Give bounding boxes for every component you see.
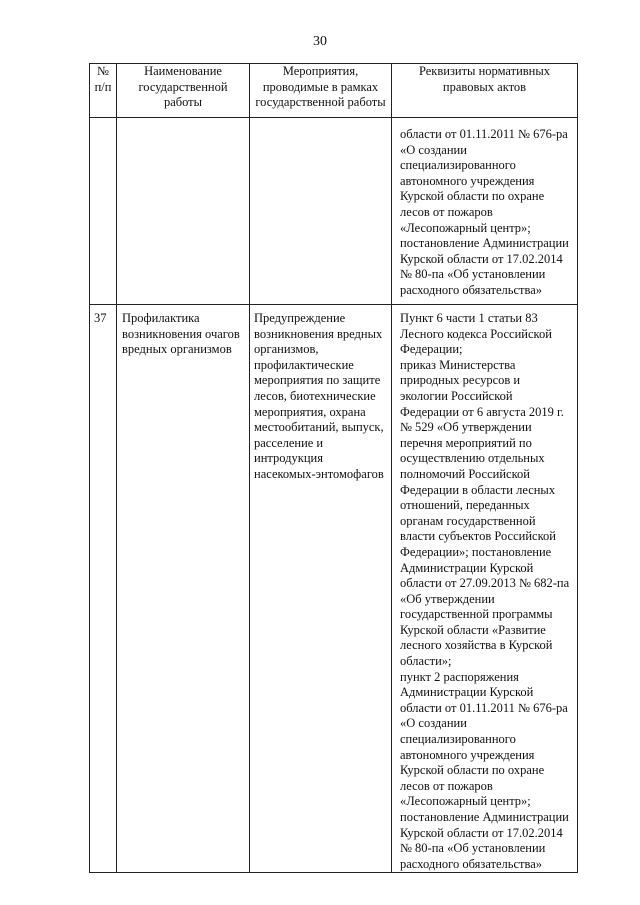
cell-number xyxy=(90,118,117,305)
cell-measures xyxy=(250,118,392,305)
cell-work-name: Профилактика возникновения очагов вредных организмов xyxy=(117,305,250,873)
table-header-row xyxy=(90,64,578,118)
header-measures: Мероприятия, проводимые в рамках государственной работы xyxy=(250,64,392,118)
table-row xyxy=(90,305,578,873)
table-row-continuation xyxy=(90,118,578,305)
cell-legal-acts: области от 01.11.2011 № 676-ра «О создании специализированного автономного учреждения Курской области по охране лесов от пожаров «Лесопожарный центр»; постановление Администрации Курской области от 17.02.2014 № 80-па «Об установлении расходного обязательства» xyxy=(392,118,578,305)
header-number: № п/п xyxy=(90,64,117,118)
page-number: 30 xyxy=(313,34,327,49)
cell-work-name xyxy=(117,118,250,305)
cell-number: 37 xyxy=(90,305,117,873)
header-work-name: Наименование государственной работы xyxy=(117,64,250,118)
header-legal-acts: Реквизиты нормативных правовых актов xyxy=(392,64,578,118)
cell-measures: Предупреждение возникновения вредных организмов, профилактические мероприятия по защите лесов, биотехнические мероприятия, охрана местообитаний, выпуск, расселение и интродукция насекомых-энтомофагов xyxy=(250,305,392,873)
works-table xyxy=(89,63,578,873)
cell-legal-acts: Пункт 6 части 1 статьи 83 Лесного кодекса Российской Федерации; приказ Министерства природных ресурсов и экологии Российской Федерации от 6 августа 2019 г. № 529 «Об утверждении перечня мероприятий по осуществлению отдельных полномочий Российской Федерации в области лесных отношений, переданных органам государственной власти субъектов Российской Федерации»; постановление Администрации Курской области от 27.09.2013 № 682-па «Об утверждении государственной программы Курской области «Развитие лесного хозяйства в Курской области»; пункт 2 распоряжения Администрации Курской области от 01.11.2011 № 676-ра «О создании специализированного автономного учреждения Курской области по охране лесов от пожаров «Лесопожарный центр»; постановление Администрации Курской области от 17.02.2014 № 80-па «Об установлении расходного обязательства» xyxy=(392,305,578,873)
